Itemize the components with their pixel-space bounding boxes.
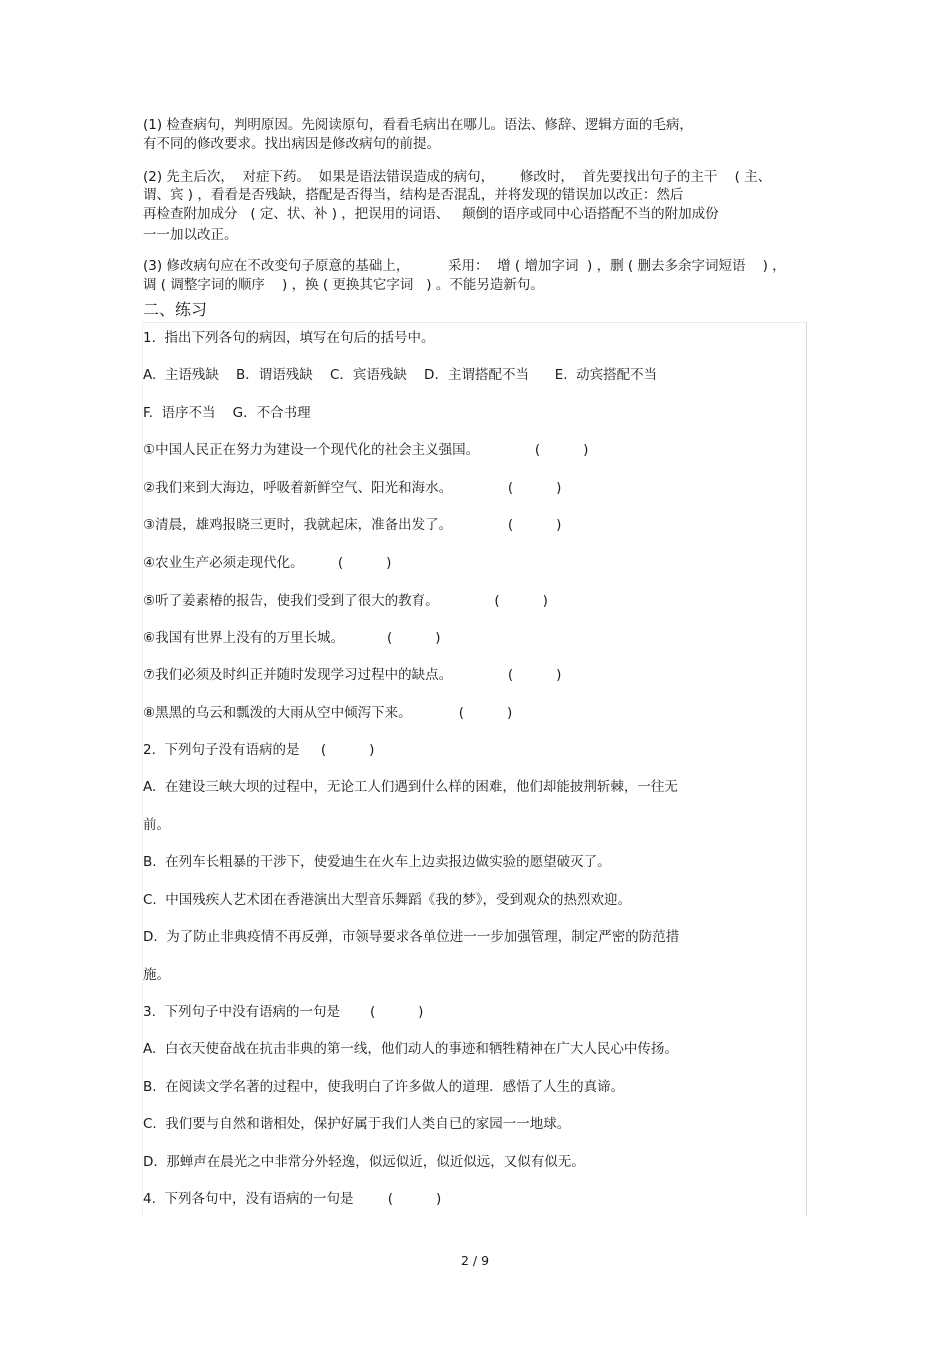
question-2-option-d: D. 为了防止非典疫情不再反弹，市领导要求各单位进一一步加强管理，制定严密的防范措 [143,929,680,945]
page-number: 2 / 9 [460,1253,490,1268]
question-2-option-a-cont: 前。 [143,817,170,833]
intro-p3-line2: 调 ( 调整字词的顺序 ) ，换 ( 更换其它字词 ) 。不能另造新句。 [143,277,544,293]
question-1-item: ⑤听了姜素椿的报告，使我们受到了很大的教育。 ( ) [143,593,548,609]
exercise-box-top-border [143,322,807,323]
question-2-option-b: B. 在列车长粗暴的干涉下，使爱迪生在火车上边卖报边做实验的愿望破灭了。 [143,854,611,870]
question-1-item: ①中国人民正在努力为建设一个现代化的社会主义强国。 ( ) [143,442,589,458]
question-1-options-row-1: A. 主语残缺 B．谓语残缺 C．宾语残缺 D．主谓搭配不当 E. 动宾搭配不当 [143,367,658,383]
question-2-option-c: C. 中国残疾人艺术团在香港演出大型音乐舞蹈《我的梦》，受到观众的热烈欢迎。 [143,892,632,908]
intro-p3-line1: (3) 修改病句应在不改变句子原意的基础上， 采用： 增 ( 增加字词 ) ，删 ( 删去多余字词短语 ) ， [143,258,786,274]
exercise-box-right-border [806,322,807,1216]
intro-p2-line2: 谓、宾 ) ，看看是否残缺，搭配是否得当，结构是否混乱，并将发现的错误加以改正：然后 [143,187,684,203]
question-1-item: ④农业生产必须走现代化。 ( ) [143,555,392,571]
question-3-option-b: B. 在阅读文学名著的过程中，使我明白了许多做人的道理．感悟了人生的真谛。 [143,1079,625,1095]
question-1-item: ⑥我国有世界上没有的万里长城。 ( ) [143,630,441,646]
intro-p2-line1: (2) 先主后次， 对症下药。 如果是语法错误造成的病句， 修改时， 首先要找出句子的主干 ( 主、 [143,169,772,185]
question-4-stem: 4. 下列各句中，没有语病的一句是 ( ) [143,1191,442,1207]
question-1-options-row-2: F. 语序不当 G．不合书理 [143,405,311,421]
question-1-item: ②我们来到大海边，呼吸着新鲜空气、阳光和海水。 ( ) [143,480,562,496]
question-2-option-d-cont: 施。 [143,967,170,983]
intro-p1-line1: (1) 检查病句，判明原因。先阅读原句，看看毛病出在哪儿。语法、修辞、逻辑方面的毛病， [143,117,693,133]
question-2-option-a: A. 在建设三峡大坝的过程中，无论工人们遇到什么样的困难，他们却能披荆斩棘，一往无 [143,779,678,795]
question-3-option-d: D. 那蝉声在晨光之中非常分外轻逸，似远似近，似近似远，又似有似无。 [143,1154,585,1170]
intro-p2-line4: 一一加以改正。 [143,227,238,243]
intro-p2-line3: 再检查附加成分 ( 定、状、补 ) ，把误用的词语、 颠倒的语序或同中心语搭配不当的附加成份 [143,206,719,222]
question-1-item: ⑧黑黑的乌云和瓢泼的大雨从空中倾泻下来。 ( ) [143,705,513,721]
intro-p1-line2: 有不同的修改要求。找出病因是修改病句的前提。 [143,136,440,152]
section-heading: 二、练习 [143,300,208,319]
question-2-stem: 2. 下列句子没有语病的是 ( ) [143,742,375,758]
question-1-item: ③清晨，雄鸡报晓三更时，我就起床，准备出发了。 ( ) [143,517,562,533]
question-1-item: ⑦我们必须及时纠正并随时发现学习过程中的缺点。 ( ) [143,667,562,683]
question-3-option-a: A. 白衣天使奋战在抗击非典的第一线，他们动人的事迹和牺牲精神在广大人民心中传扬。 [143,1041,678,1057]
question-3-option-c: C. 我们要与自然和谐相处，保护好属于我们人类自已的家园一一地球。 [143,1116,571,1132]
question-3-stem: 3. 下列句子中没有语病的一句是 ( ) [143,1004,424,1020]
question-1-stem: 1. 指出下列各句的病因，填写在句后的括号中。 [143,330,435,346]
